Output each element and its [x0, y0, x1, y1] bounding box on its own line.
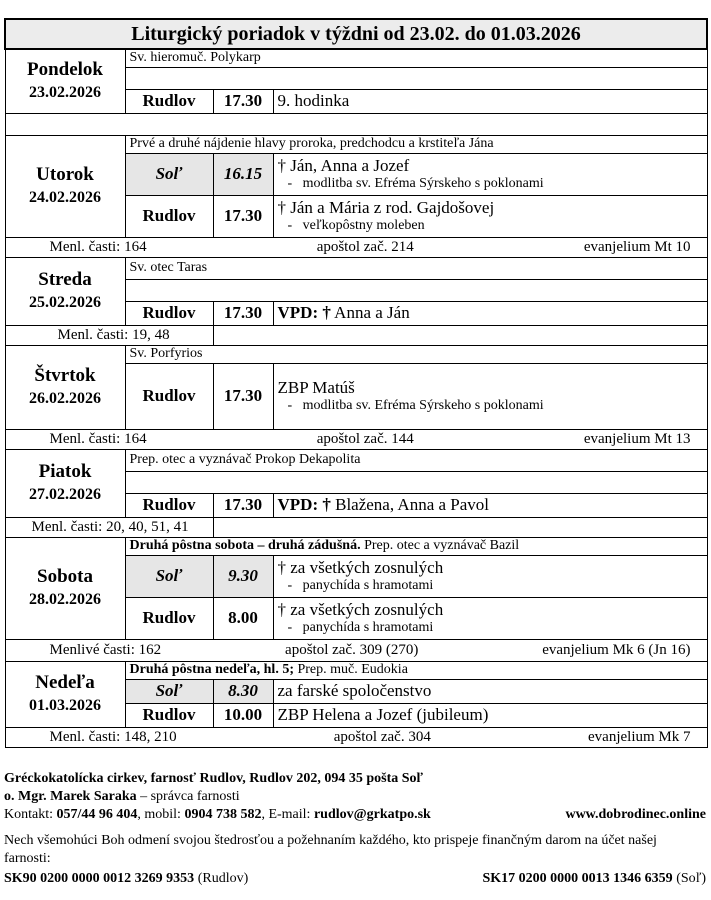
service-time: 9.30 [213, 555, 273, 597]
day-date: 27.02.2026 [29, 486, 101, 503]
service-intent [273, 195, 707, 237]
day-name: Sobota [37, 566, 93, 587]
service-intent [273, 597, 707, 639]
readings-cell [5, 325, 213, 345]
intent-text: † Ján, Anna a Jozef [277, 156, 410, 175]
schedule-table [4, 18, 708, 748]
day-name: Nedeľa [35, 672, 95, 693]
reading-part: Menlivé časti: 162 [49, 641, 162, 658]
iban-rudlov [4, 870, 248, 888]
day-name: Utorok [36, 164, 94, 185]
day-cell [5, 49, 125, 113]
intent-text: † za všetkých zosnulých [277, 600, 444, 619]
service-time: 17.30 [213, 493, 273, 517]
service-intent [273, 555, 707, 597]
empty-cell [213, 325, 707, 345]
mobile: 0904 738 582 [184, 807, 262, 822]
service-place: Soľ [125, 555, 213, 597]
day-name: Pondelok [26, 59, 104, 81]
feast: Sv. hieromuč. Polykarp [125, 49, 707, 67]
intent-text: Blažena, Anna a Pavol [335, 495, 490, 514]
intent-note: - modlitba sv. Efréma Sýrskeho s poklonami [287, 176, 544, 191]
service-intent: ZBP Helena a Jozef (jubileum) [273, 703, 707, 727]
day-date: 25.02.2026 [29, 294, 101, 311]
day-cell [5, 449, 125, 517]
day-date: 23.02.2026 [29, 84, 101, 102]
service-time: 17.30 [213, 89, 273, 113]
day-date: 28.02.2026 [29, 591, 101, 608]
iban-label: (Rudlov) [194, 871, 249, 886]
day-name: Piatok [38, 461, 92, 482]
service-place: Rudlov [125, 493, 213, 517]
note-text: modlitba sv. Efréma Sýrskeho s poklonami [302, 398, 544, 413]
contact-label: Kontakt: [4, 807, 57, 822]
service-intent: 9. hodinka [273, 89, 707, 113]
day-cell [5, 661, 125, 727]
day-name: Štvrtok [34, 365, 96, 386]
readings-row [5, 727, 707, 747]
reading-part: Menl. časti: 164 [49, 430, 147, 447]
contact-line [4, 806, 431, 824]
intent-text: Anna a Ján [334, 303, 410, 322]
reading-apostle: apoštol zač. 309 (270) [285, 641, 419, 658]
readings-row [5, 639, 707, 661]
priest-role: – správca farnosti [136, 789, 240, 804]
intent-note: - panychída s hramotami [287, 578, 434, 593]
readings-row [5, 237, 707, 257]
service-place: Rudlov [125, 597, 213, 639]
feast-bold: Druhá pôstna sobota – druhá zádušná. [129, 538, 361, 553]
service-place: Soľ [125, 679, 213, 703]
reading-apostle: apoštol zač. 214 [316, 238, 414, 255]
readings-row [5, 429, 707, 449]
empty-row [5, 113, 707, 135]
footer [4, 770, 706, 888]
service-time: 8.30 [213, 679, 273, 703]
feast: Prvé a druhé nájdenie hlavy proroka, predchodcu a krstiteľa Jána [125, 135, 707, 153]
feast: Prep. otec a vyznávač Prokop Dekapolita [125, 449, 707, 471]
service-place: Rudlov [125, 195, 213, 237]
intent-text: † za všetkých zosnulých [277, 558, 444, 577]
note-text: veľkopôstny moleben [302, 218, 425, 233]
feast: Sv. Porfyrios [125, 345, 707, 363]
vpd-label: VPD: † [277, 495, 331, 514]
service-time: 10.00 [213, 703, 273, 727]
service-intent [273, 363, 707, 429]
reading-apostle: apoštol zač. 144 [316, 430, 414, 447]
note-text: modlitba sv. Efréma Sýrskeho s poklonami [302, 176, 544, 191]
day-date: 01.03.2026 [29, 697, 101, 714]
reading-apostle: apoštol zač. 304 [333, 728, 431, 745]
service-time: 17.30 [213, 301, 273, 325]
website-link[interactable]: www.dobrodinec.online [565, 807, 706, 822]
service-place: Rudlov [125, 703, 213, 727]
feast [125, 661, 707, 679]
feast-bold: Druhá pôstna nedeľa, hl. 5; [129, 662, 294, 677]
reading-part: Menl. časti: 19, 48 [57, 326, 170, 343]
page-title: Liturgický poriadok v týždni od 23.02. do 01.03.2026 [5, 19, 707, 49]
service-place: Rudlov [125, 301, 213, 325]
reading-part: Menl. časti: 20, 40, 51, 41 [31, 518, 189, 535]
empty-cell [125, 67, 707, 89]
feast-text: Prep. otec a vyznávač Bazil [360, 538, 520, 553]
note-text: panychída s hramotami [302, 578, 434, 593]
service-time: 8.00 [213, 597, 273, 639]
service-time: 17.30 [213, 363, 273, 429]
service-intent [273, 153, 707, 195]
reading-gospel: evanjelium Mt 13 [583, 430, 691, 447]
day-cell [5, 257, 125, 325]
email-label: , E-mail: [261, 807, 314, 822]
reading-gospel: evanjelium Mk 6 (Jn 16) [542, 641, 691, 658]
feast-text: Prep. muč. Eudokia [293, 662, 408, 677]
service-place: Soľ [125, 153, 213, 195]
intent-note: - panychída s hramotami [287, 620, 434, 635]
reading-part: Menl. časti: 164 [49, 238, 147, 255]
service-intent [273, 301, 707, 325]
vpd-label: VPD: † [277, 303, 331, 322]
iban-sol [483, 870, 707, 888]
service-time: 17.30 [213, 195, 273, 237]
service-place: Rudlov [125, 89, 213, 113]
reading-part: Menl. časti: 148, 210 [49, 728, 177, 745]
day-name: Streda [38, 269, 92, 290]
service-time: 16.15 [213, 153, 273, 195]
empty-cell [125, 279, 707, 301]
note-text: panychída s hramotami [302, 620, 434, 635]
empty-cell [125, 471, 707, 493]
reading-gospel: evanjelium Mt 10 [583, 238, 691, 255]
iban-number: SK17 0200 0000 0013 1346 6359 [482, 871, 673, 886]
day-cell [5, 537, 125, 639]
priest-name: o. Mgr. Marek Saraka [4, 789, 137, 804]
intent-text: † Ján a Mária z rod. Gajdošovej [277, 198, 495, 217]
mobile-label: , mobil: [137, 807, 185, 822]
iban-number: SK90 0200 0000 0012 3269 9353 [4, 871, 195, 886]
day-date: 26.02.2026 [29, 390, 101, 407]
service-intent [273, 493, 707, 517]
email-link[interactable]: rudlov@grkatpo.sk [313, 807, 431, 822]
phone: 057/44 96 404 [56, 807, 138, 822]
intent-note: - veľkopôstny moleben [287, 218, 425, 233]
reading-gospel: evanjelium Mk 7 [588, 728, 691, 745]
feast: Sv. otec Taras [125, 257, 707, 279]
empty-cell [213, 517, 707, 537]
service-place: Rudlov [125, 363, 213, 429]
day-cell [5, 135, 125, 237]
day-cell [5, 345, 125, 429]
feast [125, 537, 707, 555]
blessing-text: Nech všemohúci Boh odmení svojou štedrosťou a požehnaním každého, kto prispeje finančným darom na účet našej farnosti: [4, 833, 657, 866]
parish-address: Gréckokatolícka cirkev, farnosť Rudlov, Rudlov 202, 094 35 pošta Soľ [4, 771, 424, 786]
iban-label: (Soľ) [672, 871, 706, 886]
service-intent: za farské spoločenstvo [273, 679, 707, 703]
intent-note: - modlitba sv. Efréma Sýrskeho s poklonami [287, 398, 544, 413]
day-date: 24.02.2026 [29, 189, 101, 206]
intent-text: ZBP Matúš [277, 378, 355, 397]
readings-cell [5, 517, 213, 537]
